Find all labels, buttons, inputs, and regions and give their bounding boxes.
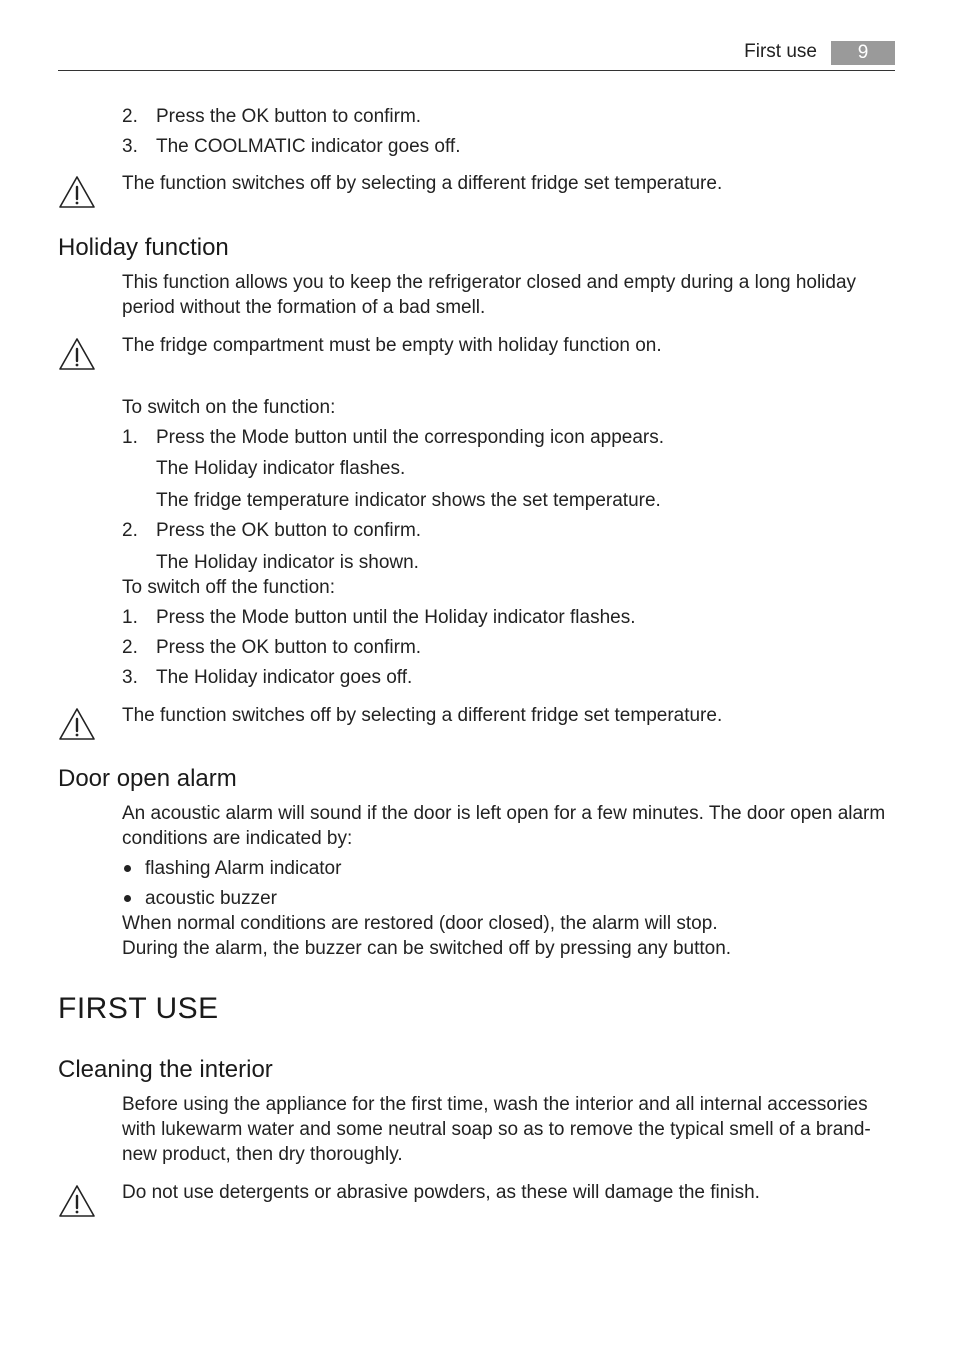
- warning-text: The function switches off by selecting a different fridge set temperature.: [122, 705, 723, 726]
- page-number: 9: [831, 41, 895, 65]
- body-text: An acoustic alarm will sound if the door is left open for a few minutes. The door open alarm: [122, 803, 886, 824]
- step-text: Press the Mode button until the corresponding icon appears.: [156, 427, 665, 448]
- step-text: Press the OK button to confirm.: [156, 106, 422, 127]
- bullet-text: acoustic buzzer: [145, 888, 278, 909]
- body-text: Before using the appliance for the first time, wash the interior and all internal accessories: [122, 1094, 868, 1115]
- step-note: The Holiday indicator flashes.: [156, 458, 406, 479]
- section-heading: Holiday function: [58, 234, 229, 261]
- step-number: 2.: [122, 637, 138, 658]
- step-number: 2.: [122, 520, 138, 541]
- body-text: This function allows you to keep the refrigerator closed and empty during a long holiday: [122, 272, 857, 293]
- step-number: 3.: [122, 136, 138, 157]
- step-number: 3.: [122, 667, 138, 688]
- bullet-dot: [124, 895, 131, 902]
- step-number: 1.: [122, 427, 138, 448]
- body-text: period without the formation of a bad smell.: [122, 297, 486, 318]
- warning-icon: [58, 337, 96, 371]
- bullet-text: flashing Alarm indicator: [145, 858, 342, 879]
- body-text: conditions are indicated by:: [122, 828, 353, 849]
- warning-icon: [58, 175, 96, 209]
- warning-text: The function switches off by selecting a different fridge set temperature.: [122, 173, 723, 194]
- warning-icon: [58, 707, 96, 741]
- warning-text: The fridge compartment must be empty with holiday function on.: [122, 335, 662, 356]
- body-text: with lukewarm water and some neutral soap so as to remove the typical smell of a brand-: [122, 1119, 871, 1140]
- body-text: During the alarm, the buzzer can be switched off by pressing any button.: [122, 938, 732, 959]
- step-text: Press the OK button to confirm.: [156, 637, 422, 658]
- step-note: The Holiday indicator is shown.: [156, 552, 419, 573]
- header-divider: [58, 70, 895, 71]
- step-note: The fridge temperature indicator shows the set temperature.: [156, 490, 661, 511]
- section-heading: Door open alarm: [58, 765, 237, 792]
- body-text: new product, then dry thoroughly.: [122, 1144, 403, 1165]
- step-text: Press the OK button to confirm.: [156, 520, 422, 541]
- step-number: 1.: [122, 607, 138, 628]
- subsection-label: To switch off the function:: [122, 577, 335, 598]
- step-text: The Holiday indicator goes off.: [156, 667, 413, 688]
- chapter-heading: FIRST USE: [58, 992, 219, 1025]
- step-text: The COOLMATIC indicator goes off.: [156, 136, 461, 157]
- body-text: When normal conditions are restored (door closed), the alarm will stop.: [122, 913, 718, 934]
- step-text: Press the Mode button until the Holiday indicator flashes.: [156, 607, 636, 628]
- bullet-dot: [124, 865, 131, 872]
- warning-text: Do not use detergents or abrasive powders, as these will damage the finish.: [122, 1182, 760, 1203]
- section-heading: Cleaning the interior: [58, 1056, 273, 1083]
- subsection-label: To switch on the function:: [122, 397, 336, 418]
- step-number: 2.: [122, 106, 138, 127]
- header-section-title: First use: [744, 41, 817, 62]
- warning-icon: [58, 1184, 96, 1218]
